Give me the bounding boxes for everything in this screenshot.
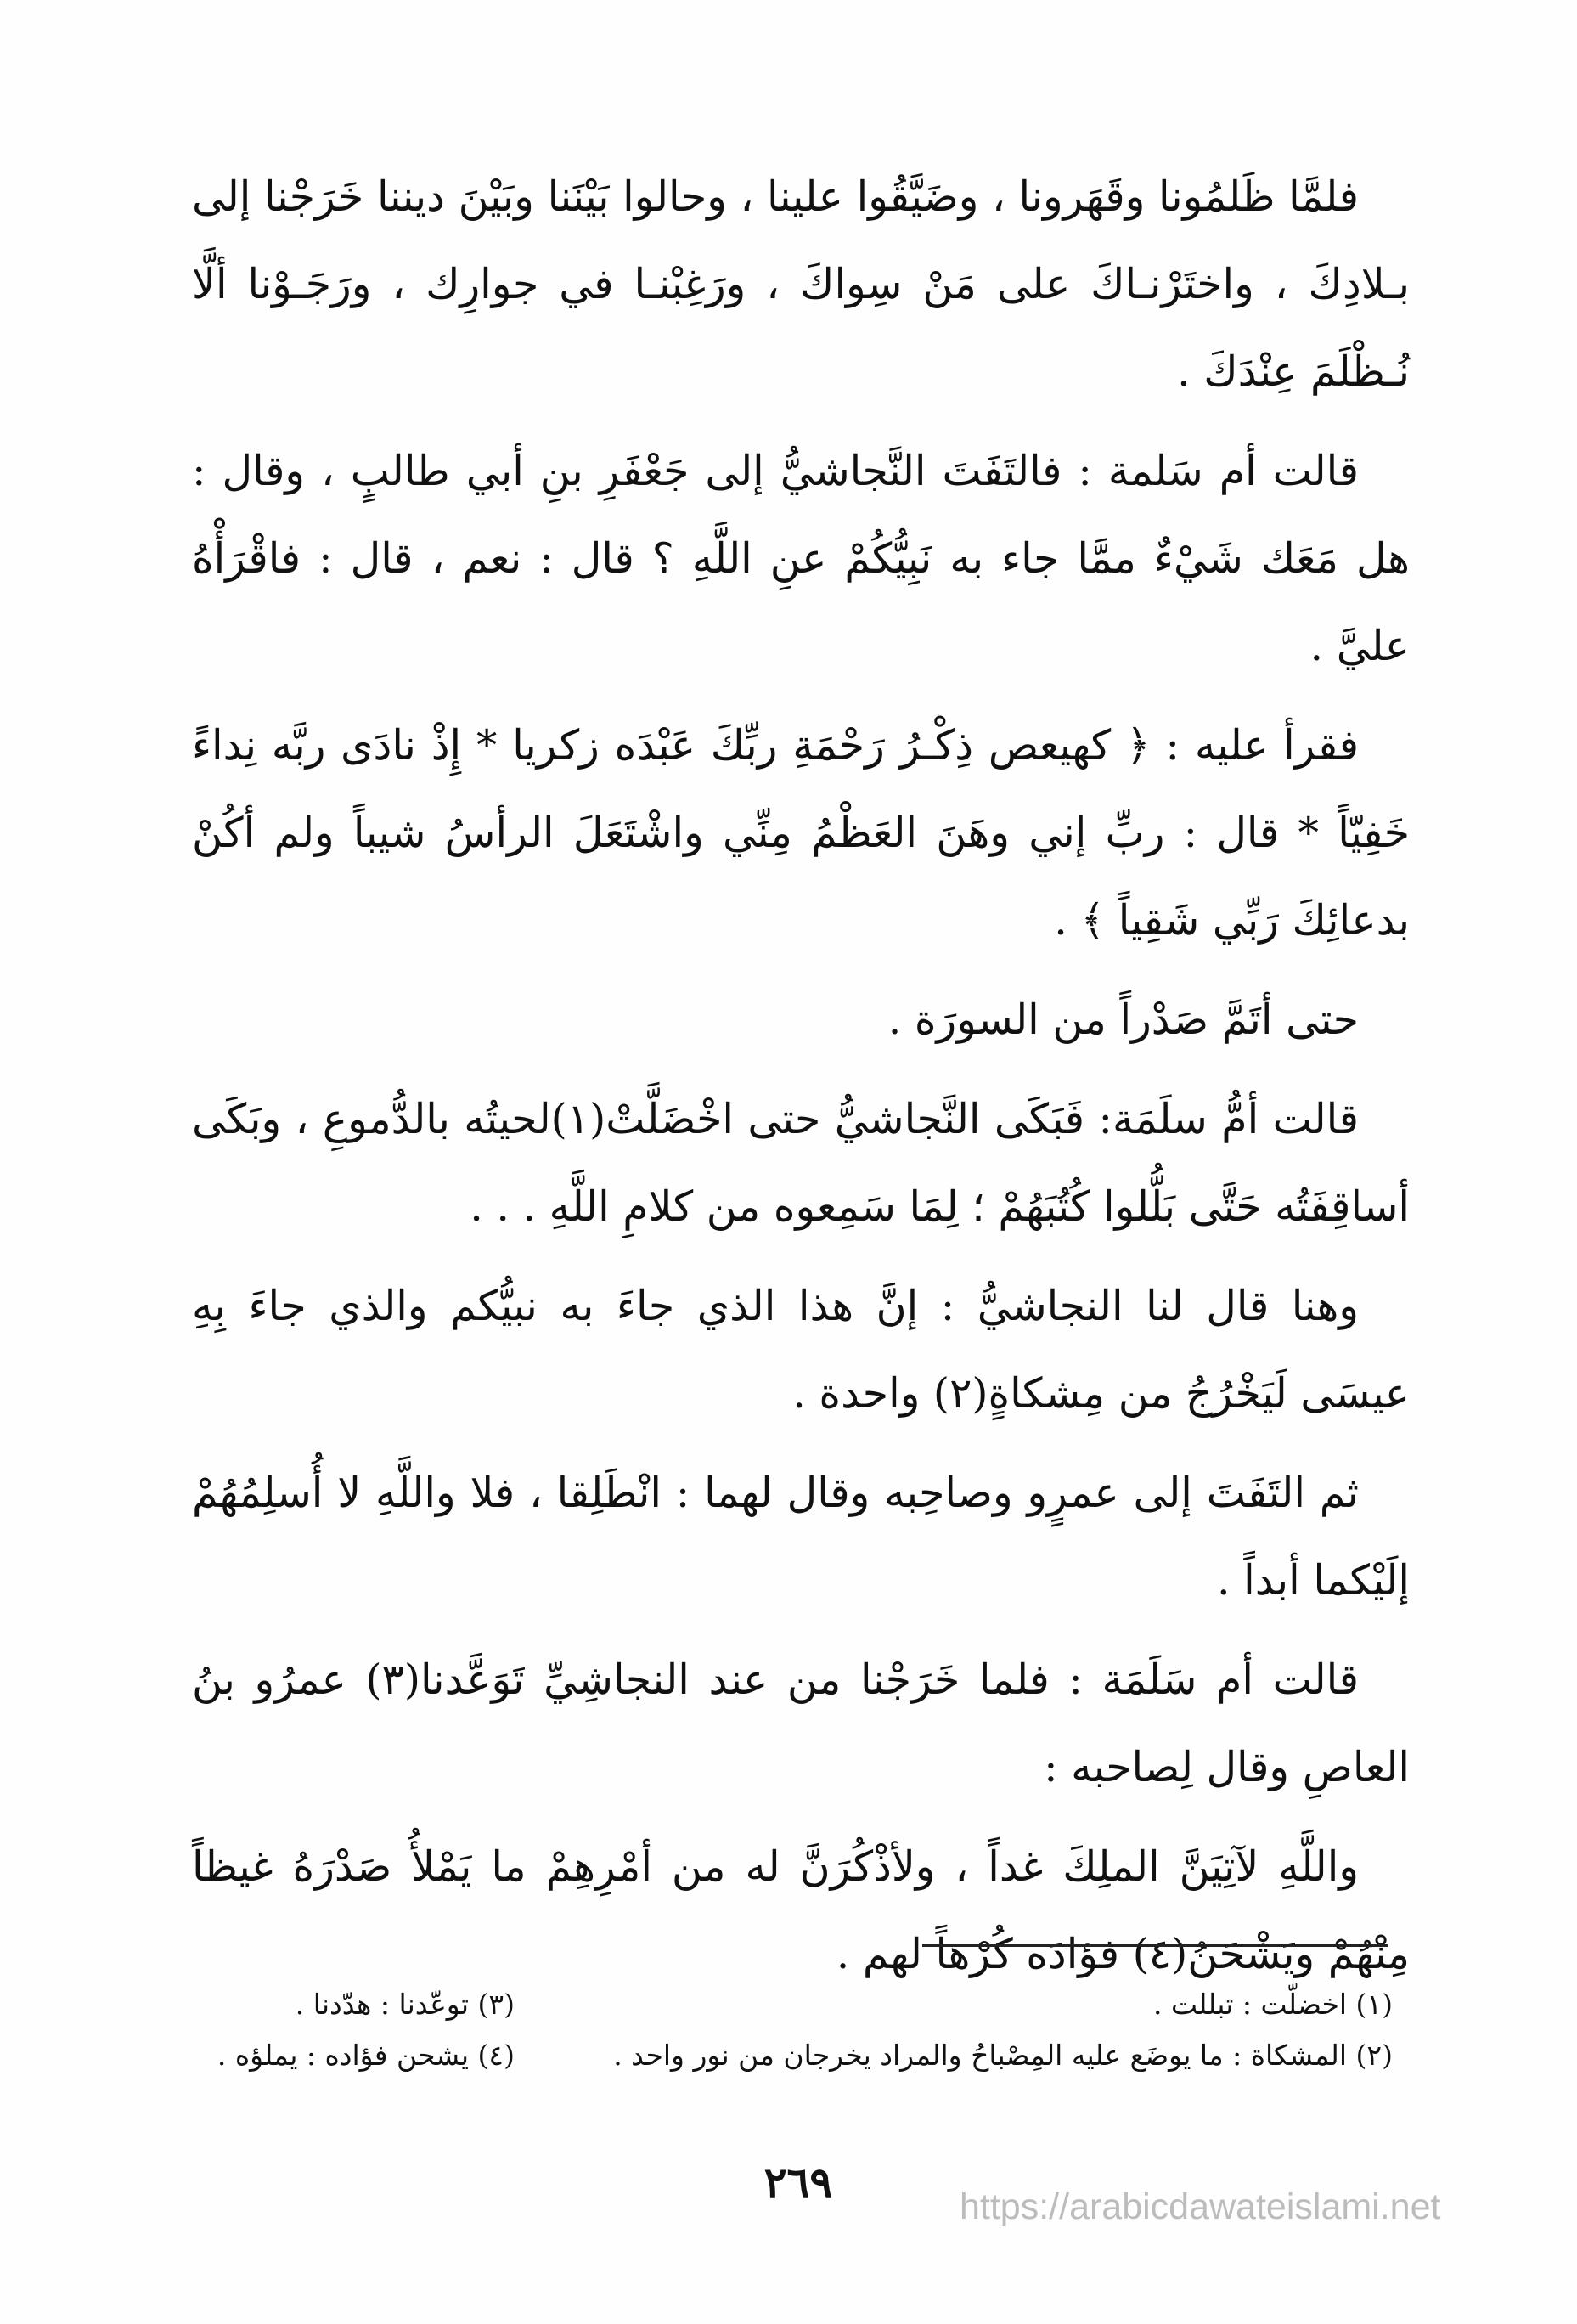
footnotes-column-left xyxy=(192,1979,515,2081)
footnote-divider xyxy=(922,1944,1388,1947)
paragraph-3: فقرأ عليه : ﴿ كهيعص ذِكْـرُ رَحْمَةِ ربِّكَ عَبْدَه زكريا * إِذْ نادَى ربَّه نِداءً خَفِيّاً * قال : ربِّ إني وهَنَ العَظْمُ مِنِّي واشْتَعَلَ الرأسُ شيباً ولم أكُنْ بدعائِكَ رَبِّي شَقِياً ﴾ . xyxy=(192,721,1410,945)
paragraph-9: واللَّهِ لآتِيَنَّ الملِكَ غداً ، ولأذْكُرَنَّ له من أمْرِهِمْ ما يَمْلأُ صَدْرَهُ غيظاً مِنْهُمْ ويَشْحَنُ(٤) فؤادَه كُرْهاً لهم . xyxy=(192,1842,1410,1978)
footnote-4: (٤) يشحن فؤاده : يملؤه . xyxy=(217,2039,515,2072)
page-number: ٢٦٩ xyxy=(763,2158,833,2208)
paragraph-8: قالت أم سَلَمَة : فلما خَرَجْنا من عند النجاشِيِّ تَوَعَّدنا(٣) عمرُو بنُ العاصِ وقال لِصاحبه : xyxy=(192,1656,1410,1791)
paragraph-7: ثم التَفَتَ إلى عمرٍو وصاحِبه وقال لهما : انْطَلِقا ، فلا واللَّهِ لا أُسلِمُهُمْ إلَيْكما أبداً . xyxy=(192,1469,1410,1605)
main-text xyxy=(192,153,1410,2010)
paragraph-4: حتى أتَمَّ صَدْراً من السورَة . xyxy=(887,996,1359,1044)
paragraph-1: فلمَّا ظَلمُونا وقَهَرونا ، وضَيَّقُوا علينا ، وحالوا بَيْنَنا وبَيْنَ ديننا خَرَجْنا إلى بـلادِكَ ، واختَرْنـاكَ على مَنْ سِواكَ ، ورَغِبْنـا في جوارِك ، ورَجَـوْنا ألَّا نُـظْلَمَ عِنْدَكَ . xyxy=(192,172,1410,396)
footnote-2: (٢) المشكاة : ما يوضَع عليه المِصْباحُ والمراد يخرجان من نور واحد . xyxy=(613,2039,1393,2072)
paragraph-2: قالت أم سَلمة : فالتَفَتَ النَّجاشيُّ إلى جَعْفَرِ بنِ أبي طالبٍ ، وقال : هل مَعَك شَيْءٌ ممَّا جاء به نَبِيُّكُمْ عنِ اللَّهِ ؟ قال : نعم ، قال : فاقْرَأْهُ عليَّ . xyxy=(192,447,1410,670)
footnote-3: (٣) توعّدنا : هدّدنا . xyxy=(295,1988,515,2021)
watermark-url: https://arabicdawateislami.net xyxy=(960,2186,1441,2227)
footnote-1: (١) اخضلّت : تبللت . xyxy=(1153,1988,1393,2021)
paragraph-6: وهنا قال لنا النجاشيُّ : إنَّ هذا الذي جاءَ به نبيُّكم والذي جاءَ بِهِ عيسَى لَيَخْرُجُ من مِشكاةٍ(٢) واحدة . xyxy=(192,1282,1410,1418)
footnotes-column-right xyxy=(613,1979,1393,2081)
paragraph-5: قالت أمُّ سلَمَة: فَبَكَى النَّجاشيُّ حتى اخْضَلَّتْ(١)لحيتُه بالدُّموعِ ، وبَكَى أساقِفَتُه حَتَّى بَلُّلوا كُتُبَهُمْ ؛ لِمَا سَمِعوه من كلامِ اللَّهِ . . . xyxy=(192,1095,1410,1231)
